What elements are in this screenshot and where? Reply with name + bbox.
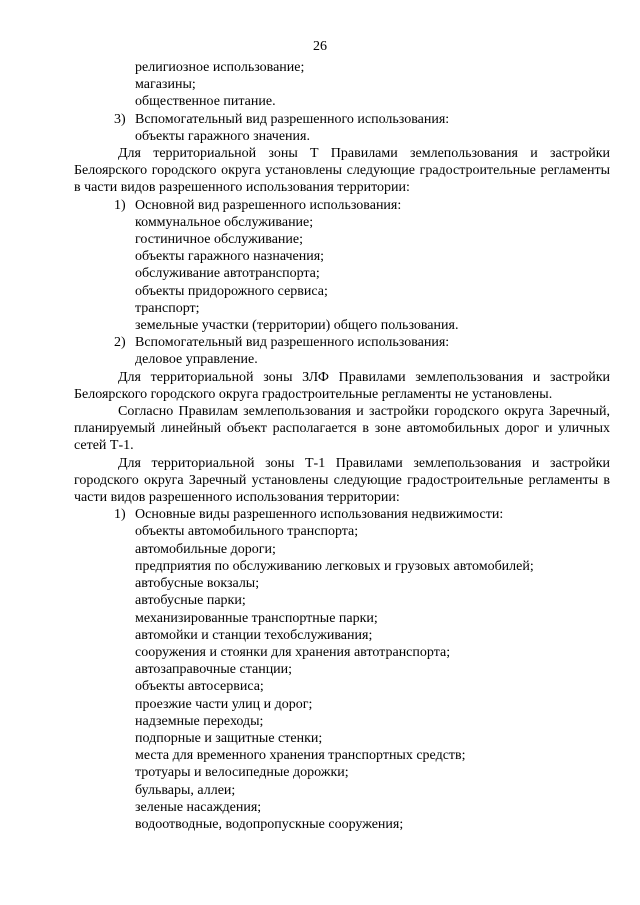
list-number: 3) (114, 111, 126, 127)
list-item: подпорные и защитные стенки; (135, 730, 323, 746)
list-item: общественное питание. (135, 94, 276, 110)
numbered-heading (74, 334, 610, 351)
list-item: места для временного хранения транспортных средств; (135, 748, 466, 764)
numbered-heading-text: Вспомогательный вид разрешенного использования: (135, 335, 450, 351)
list-item: религиозное использование; (135, 60, 305, 75)
paragraph: Согласно Правилам землепользования и застройки городского округа Заречный, планируемый линейный объект располагается в зоне автомобильных дорог и уличных сетей Т-1. (74, 404, 610, 454)
list-item: механизированные транспортные парки; (135, 610, 378, 626)
list-item: коммунальное обслуживание; (135, 214, 314, 230)
list-item: бульвары, аллеи; (135, 782, 236, 798)
numbered-heading (74, 197, 610, 214)
list-item: сооружения и стоянки для хранения автотранспорта; (135, 644, 451, 660)
list-item: водоотводные, водопропускные сооружения; (135, 816, 404, 832)
list-item: автозаправочные станции; (135, 662, 293, 678)
list-item: автомобильные дороги; (135, 541, 276, 557)
list-item: объекты гаражного назначения; (135, 249, 325, 265)
list-item: надземные переходы; (135, 713, 264, 729)
list-item: автомойки и станции техобслуживания; (135, 627, 373, 643)
list-item: транспорт; (135, 300, 200, 316)
numbered-heading-text: Основные виды разрешенного использования недвижимости: (135, 507, 504, 523)
document-body (74, 59, 610, 833)
list-item: магазины; (135, 77, 196, 93)
list-item: автобусные вокзалы; (135, 576, 260, 592)
list-number: 2) (114, 335, 126, 351)
list-item: объекты автосервиса; (135, 679, 264, 695)
paragraph: Для территориальной зоны Т-1 Правилами землепользования и застройки городского округа Заречный установлены следующие градостроительные регламенты в части видов разрешенного использования территории: (74, 455, 610, 506)
numbered-heading-text: Вспомогательный вид разрешенного использования: (135, 111, 450, 127)
paragraph: Для территориальной зоны ЗЛФ Правилами землепользования и застройки Белоярского городского округа градостроительные регламенты не установлены. (74, 369, 610, 402)
numbered-heading (74, 506, 610, 523)
list-item: предприятия по обслуживанию легковых и грузовых автомобилей; (135, 558, 534, 574)
list-item: обслуживание автотранспорта; (135, 266, 320, 282)
list-item: объекты гаражного значения. (135, 128, 310, 144)
list-item: деловое управление. (135, 352, 258, 368)
list-item: проезжие части улиц и дорог; (135, 696, 313, 712)
list-item: зеленые насаждения; (135, 799, 262, 815)
list-item: объекты автомобильного транспорта; (135, 524, 359, 540)
list-item: автобусные парки; (135, 593, 246, 609)
list-number: 1) (114, 507, 126, 523)
list-item: земельные участки (территории) общего пользования. (135, 318, 459, 334)
paragraph: Для территориальной зоны Т Правилами землепользования и застройки Белоярского городского округа установлены следующие градостроительные регламенты в части видов разрешенного использования территории: (74, 146, 610, 196)
numbered-heading (74, 111, 610, 128)
list-item: гостиничное обслуживание; (135, 232, 303, 248)
list-item: тротуары и велосипедные дорожки; (135, 765, 349, 781)
page-number: 26 (313, 39, 327, 54)
list-number: 1) (114, 197, 126, 213)
numbered-heading-text: Основной вид разрешенного использования: (135, 197, 402, 213)
list-item: объекты придорожного сервиса; (135, 283, 328, 299)
